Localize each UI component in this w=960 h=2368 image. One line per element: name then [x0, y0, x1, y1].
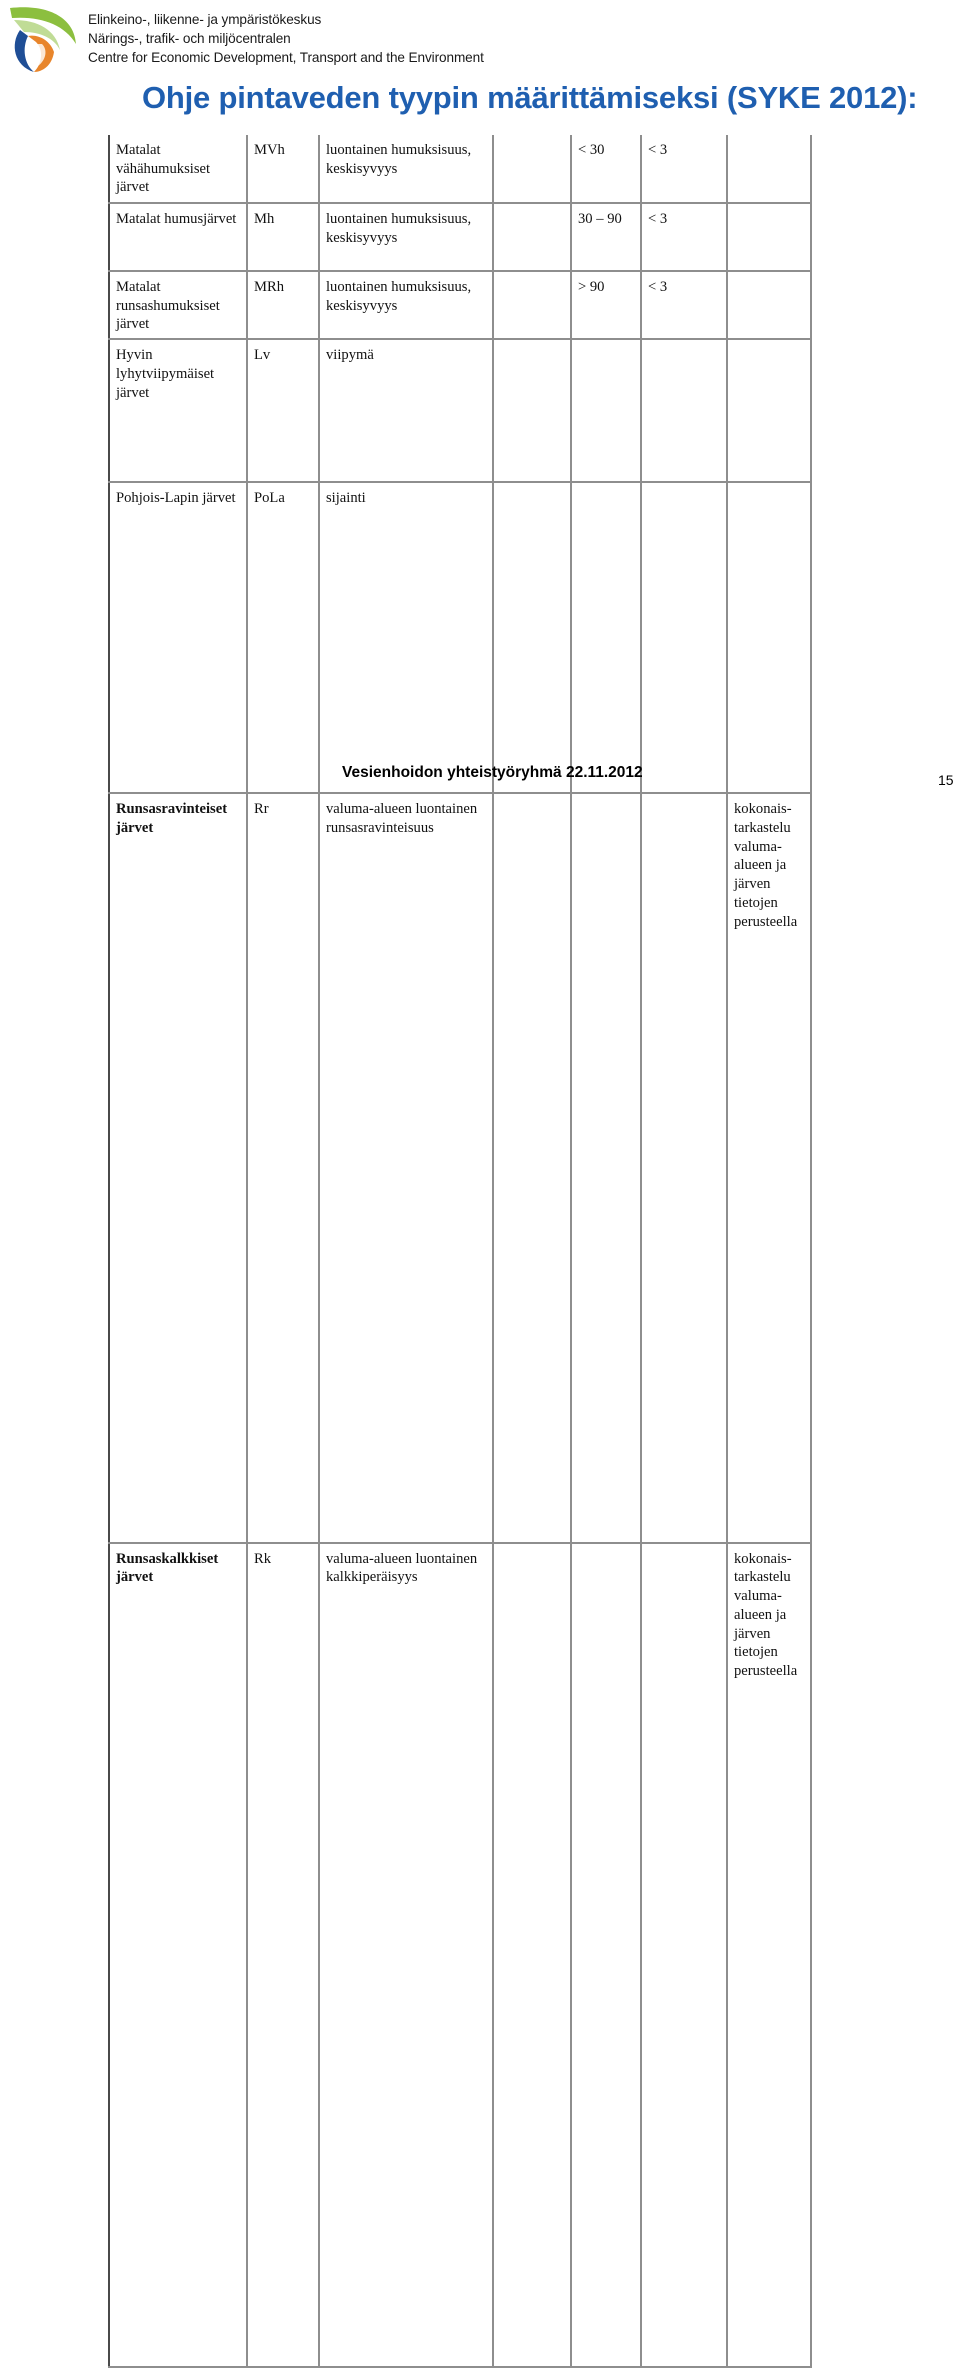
table-cell-name — [109, 135, 247, 203]
table-cell-code — [247, 1543, 319, 2367]
cell-text: PoLa — [254, 490, 285, 507]
table-cell-criteria — [319, 135, 493, 203]
table-cell-col9 — [727, 203, 811, 271]
table-row — [109, 793, 916, 1542]
cell-text: Matalat vähähumuksiset järvet — [116, 142, 211, 196]
table-cell-col5 — [571, 135, 641, 203]
cell-text: Runsaskalkkiset järvet — [116, 1550, 219, 1586]
slide-title: Ohje pintaveden tyypin määrittämiseksi (SYKE 2012): — [142, 80, 918, 115]
table-row — [109, 339, 916, 482]
cell-text: < 3 — [648, 211, 668, 227]
table-cell-col9 — [727, 482, 811, 793]
table-cell-code — [247, 135, 319, 203]
table-cell-col6 — [641, 135, 727, 203]
table-row — [109, 482, 916, 793]
table-body — [109, 135, 916, 2367]
cell-text: Mh — [254, 211, 275, 227]
org-line-sv: Närings-, trafik- och miljöcentralen — [88, 31, 291, 46]
cell-text: kokonais-tarkastelu valuma-alueen ja järven tietojen perusteella — [734, 1550, 798, 1679]
cell-text: luontainen humuksisuus, keskisyvyys — [326, 211, 472, 246]
cell-text: sijainti — [326, 490, 366, 507]
table-cell-name — [109, 271, 247, 339]
table-cell-code — [247, 793, 319, 1542]
table-cell-code — [247, 482, 319, 793]
table-cell-name — [109, 203, 247, 271]
cell-text: MRh — [254, 279, 285, 295]
table-cell-code — [247, 339, 319, 482]
table-cell-col6 — [641, 482, 727, 793]
table-cell-col5 — [571, 1543, 641, 2367]
table-cell-col6 — [641, 339, 727, 482]
table-row — [109, 1543, 916, 2367]
ely-centre-logo — [6, 4, 78, 74]
table-cell-name — [109, 793, 247, 1542]
table-row — [109, 135, 916, 203]
cell-text: kokonais-tarkastelu valuma-alueen ja järven tietojen perusteella — [734, 801, 798, 930]
cell-text: < 3 — [648, 279, 668, 295]
organization-name — [88, 10, 484, 67]
cell-text: Hyvin lyhytviipymäiset järvet — [116, 347, 215, 401]
table-cell-criteria — [319, 793, 493, 1542]
cell-text: Matalat runsashumuksiset järvet — [116, 279, 220, 333]
table-cell-col5 — [571, 203, 641, 271]
cell-text: Runsasravinteiset järvet — [116, 801, 228, 836]
table-cell-criteria — [319, 203, 493, 271]
table-cell-col4 — [493, 482, 571, 793]
cell-text: Rr — [254, 801, 269, 818]
table-cell-name — [109, 482, 247, 793]
table-cell-col4 — [493, 135, 571, 203]
table-cell-col9 — [727, 135, 811, 203]
table-cell-criteria — [319, 271, 493, 339]
table-row — [109, 203, 916, 271]
cell-text: Matalat humusjärvet — [116, 211, 237, 227]
table-cell-code — [247, 271, 319, 339]
table-cell-col9 — [727, 339, 811, 482]
table-cell-col5 — [571, 339, 641, 482]
table-cell-name — [109, 339, 247, 482]
table-row — [109, 271, 916, 339]
table-cell-col9 — [727, 271, 811, 339]
page-number: 15 — [938, 772, 954, 788]
table-cell-col5 — [571, 793, 641, 1542]
table-cell-col9 — [727, 1543, 811, 2367]
table-cell-col5 — [571, 271, 641, 339]
table-cell-criteria — [319, 1543, 493, 2367]
table-cell-col4 — [493, 203, 571, 271]
org-line-fi: Elinkeino-, liikenne- ja ympäristökeskus — [88, 12, 322, 27]
cell-text: Rk — [254, 1550, 272, 1567]
table-cell-col4 — [493, 1543, 571, 2367]
cell-text: luontainen humuksisuus, keskisyvyys — [326, 279, 472, 314]
table-cell-col6 — [641, 1543, 727, 2367]
table-cell-col5 — [571, 482, 641, 793]
cell-text: Lv — [254, 347, 271, 364]
table-cell-code — [247, 203, 319, 271]
table-cell-col4 — [493, 271, 571, 339]
table-cell-col4 — [493, 339, 571, 482]
cell-text: valuma-alueen luontainen kalkkiperäisyys — [326, 1550, 478, 1586]
table-cell-col6 — [641, 271, 727, 339]
table-cell-col6 — [641, 203, 727, 271]
table-cell-col6 — [641, 793, 727, 1542]
cell-text: viipymä — [326, 347, 374, 364]
table-cell-name — [109, 1543, 247, 2367]
cell-text: < 3 — [648, 142, 668, 158]
cell-text: < 30 — [578, 142, 605, 158]
table-cell-col4 — [493, 793, 571, 1542]
cell-text: Pohjois-Lapin järvet — [116, 490, 236, 507]
cell-text: > 90 — [578, 279, 605, 295]
cell-text: 30 – 90 — [578, 211, 622, 227]
cell-text: MVh — [254, 142, 285, 158]
table-cell-criteria — [319, 339, 493, 482]
cell-text: luontainen humuksisuus, keskisyvyys — [326, 142, 472, 177]
footer-text: Vesienhoidon yhteistyöryhmä 22.11.2012 — [342, 764, 643, 781]
cell-text: valuma-alueen luontainen runsasravinteisuus — [326, 801, 478, 836]
lake-type-table — [108, 135, 917, 2368]
table-cell-col9 — [727, 793, 811, 1542]
table-cell-criteria — [319, 482, 493, 793]
org-line-en: Centre for Economic Development, Transport and the Environment — [88, 50, 484, 65]
